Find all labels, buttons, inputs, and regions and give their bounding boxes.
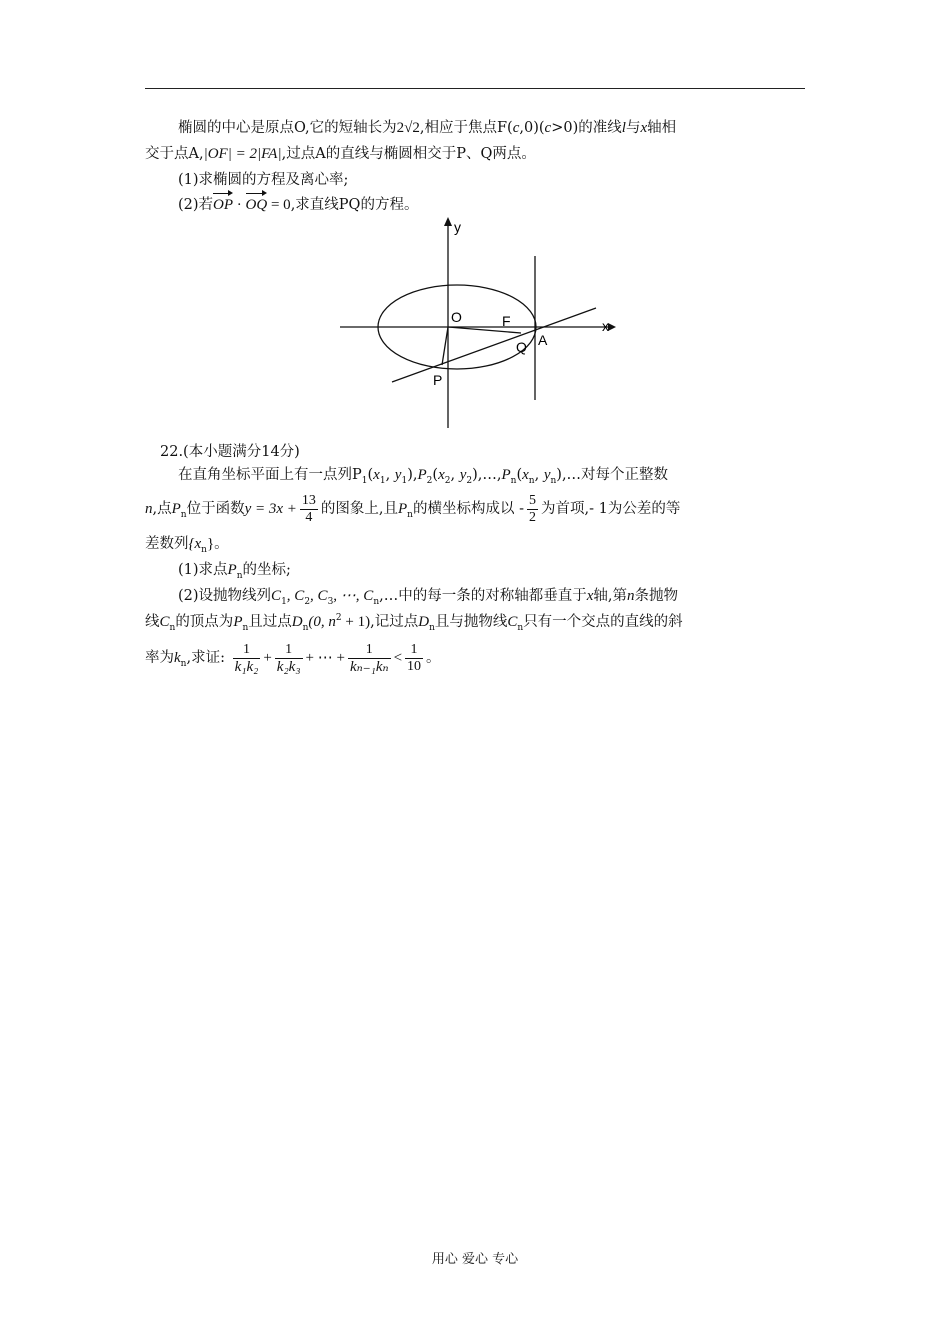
text: ),	[407, 467, 418, 483]
text: ,相应于焦点F(	[419, 120, 513, 136]
math-c: , C	[310, 588, 328, 604]
denominator: kₙ₋₁kₙ	[349, 658, 389, 675]
denominator: k₂k₃	[276, 658, 301, 675]
text: 条抛物	[634, 588, 678, 604]
math-p: P	[227, 562, 237, 578]
x-axis-arrow	[608, 323, 616, 331]
p2-question-1	[178, 559, 848, 581]
text: >0)的准线	[551, 120, 622, 136]
math-c: c	[512, 120, 520, 136]
math-l: l	[621, 120, 626, 136]
text: 。	[426, 650, 441, 666]
math-d: D	[418, 614, 430, 630]
numerator: 1	[410, 641, 418, 657]
page-footer: 用心 爱心 专心	[431, 1252, 519, 1267]
p2-line-5	[145, 611, 815, 633]
math-function: y = 3x +	[244, 501, 297, 517]
sub: 3	[327, 596, 334, 607]
label-o: O	[451, 309, 462, 325]
sub: 1	[361, 475, 368, 486]
p2-line-6	[145, 638, 815, 678]
sub: 2	[444, 475, 451, 486]
text: 轴,第	[593, 588, 627, 604]
text: ,记过点	[370, 614, 419, 630]
math-less-than: <	[393, 650, 403, 666]
sub: n	[180, 509, 187, 520]
text: 的横坐标构成以 -	[412, 501, 524, 517]
sup: 2	[335, 613, 342, 624]
math-plus-ellipsis: + ⋯ +	[305, 650, 345, 666]
text: ,	[385, 467, 395, 483]
math-y: y	[543, 467, 551, 483]
sub: n	[407, 509, 413, 520]
math-p: P	[501, 467, 511, 483]
p1-line-1	[178, 117, 848, 139]
sub: n	[510, 475, 517, 486]
text: ,过点A的直线与椭圆相交于P、Q两点。	[281, 146, 536, 162]
y-axis-arrow	[444, 217, 452, 226]
numerator: 1	[285, 641, 293, 657]
sub: 2	[466, 475, 473, 486]
sub: n	[517, 622, 524, 633]
text: 为首项,- 1为公差的等	[540, 501, 681, 517]
text: ),…对每个正整数	[556, 467, 669, 483]
math-c: C	[507, 614, 518, 630]
p1-line-2	[145, 143, 815, 165]
sub: n	[373, 596, 380, 607]
p2-line-3	[145, 533, 815, 555]
p1-question-1: (1)求椭圆的方程及离心率;	[178, 172, 349, 188]
text: ),…,	[472, 467, 502, 483]
text: 的图象上,且	[320, 501, 398, 517]
fraction-1-10	[405, 642, 423, 675]
fraction-1-k2k3	[275, 642, 303, 675]
text: ,…中的每一条的对称轴都垂直于	[379, 588, 587, 604]
vector-oq: OQ	[246, 194, 268, 216]
math-of-fa: |OF| = 2|FA|	[203, 146, 282, 162]
math-c: C	[271, 588, 282, 604]
math-brace: }	[206, 536, 215, 552]
math-p: P	[398, 501, 408, 517]
sub: 1	[379, 475, 386, 486]
fraction-5-2	[527, 493, 538, 526]
fraction-13-4	[300, 493, 318, 526]
denominator: 4	[300, 509, 318, 526]
denominator: k₁k₂	[234, 658, 259, 675]
sub: n	[429, 622, 435, 633]
math-x: x	[522, 467, 529, 483]
denominator: 10	[407, 658, 422, 674]
numerator: 1	[242, 641, 250, 657]
math-p: P	[233, 614, 243, 630]
sub: n	[180, 658, 187, 669]
math-p: P	[171, 501, 181, 517]
text: 且过点	[248, 614, 292, 630]
text: (2)设抛物线列	[178, 588, 272, 604]
math-p: P	[417, 467, 427, 483]
vector-op: OP	[213, 194, 233, 216]
text: 率为	[145, 650, 174, 666]
denominator: 2	[528, 509, 536, 525]
text: (	[432, 467, 439, 483]
text: (1)求点	[178, 562, 228, 578]
ellipse-figure	[330, 212, 620, 432]
sub: n	[550, 475, 557, 486]
segment-op	[442, 327, 448, 365]
math-k: k	[174, 650, 181, 666]
math-y: y	[459, 467, 467, 483]
math-c: , C	[286, 588, 305, 604]
text: 轴相	[647, 120, 677, 136]
p2-line-2	[145, 492, 815, 526]
numerator: 13	[301, 492, 316, 508]
text: ,求直线PQ的方程。	[290, 197, 419, 213]
text: 只有一个交点的直线的斜	[523, 614, 683, 630]
line-pq	[392, 308, 596, 382]
math-c: c	[544, 120, 552, 136]
text: 差数列	[145, 536, 189, 552]
math-d: D	[291, 614, 303, 630]
text: ,0)(	[519, 120, 545, 136]
text: 。	[214, 536, 229, 552]
label-q: Q	[516, 339, 527, 355]
math-c: C	[159, 614, 170, 630]
math-c: , ⋯, C	[333, 588, 374, 604]
math-n: n	[145, 501, 153, 517]
math-x: x	[640, 120, 648, 136]
math-coords: (0, n	[308, 614, 336, 630]
math-eq-zero: = 0	[267, 197, 291, 213]
sub: n	[302, 622, 309, 633]
text: 线	[145, 614, 160, 630]
sub: n	[242, 622, 249, 633]
text: ,	[534, 467, 544, 483]
text: (2)若	[178, 197, 214, 213]
sub: 2	[304, 596, 311, 607]
text: 的坐标;	[242, 562, 291, 578]
label-p: P	[433, 372, 443, 388]
text: 椭圆的中心是原点O,它的短轴长为	[178, 120, 397, 136]
text: (	[516, 467, 523, 483]
header-rule	[145, 88, 805, 89]
text: 在直角坐标平面上有一点列P	[178, 467, 362, 483]
sub: 2	[426, 475, 433, 486]
math-plus: +	[263, 650, 272, 666]
label-a: A	[538, 332, 548, 348]
sub: n	[201, 544, 207, 555]
math-y: y	[394, 467, 402, 483]
sub: 1	[401, 475, 408, 486]
sub: n	[528, 475, 535, 486]
p2-header: 22.(本小题满分14分)	[160, 444, 300, 460]
text: 位于函数	[186, 501, 245, 517]
fraction-1-kn1kn	[348, 642, 391, 675]
math-coords: + 1)	[341, 614, 371, 630]
p2-question-2	[178, 585, 848, 607]
math-xn: {x	[188, 536, 202, 552]
text: 交于点A,	[145, 146, 204, 162]
text: ,	[450, 467, 460, 483]
label-x: x	[602, 318, 609, 334]
text: (	[367, 467, 374, 483]
math-x: x	[586, 588, 594, 604]
math-dot: ·	[233, 197, 246, 213]
math-2sqrt2: 2√2	[396, 120, 420, 136]
p2-line-1	[178, 464, 848, 486]
math-x: x	[373, 467, 380, 483]
sub: n	[169, 622, 176, 633]
math-n: n	[627, 588, 635, 604]
fraction-1-k1k2	[233, 642, 261, 675]
text: 且与抛物线	[434, 614, 508, 630]
math-x: x	[438, 467, 445, 483]
text: 与	[625, 120, 641, 136]
text: ,求证:	[186, 650, 225, 666]
label-y: y	[454, 219, 461, 235]
label-f: F	[502, 313, 511, 329]
numerator: 5	[528, 492, 536, 508]
sub: n	[236, 570, 243, 581]
text: ,点	[152, 501, 172, 517]
numerator: 1	[365, 641, 373, 657]
sub: 1	[281, 596, 287, 607]
text: 的顶点为	[175, 614, 234, 630]
